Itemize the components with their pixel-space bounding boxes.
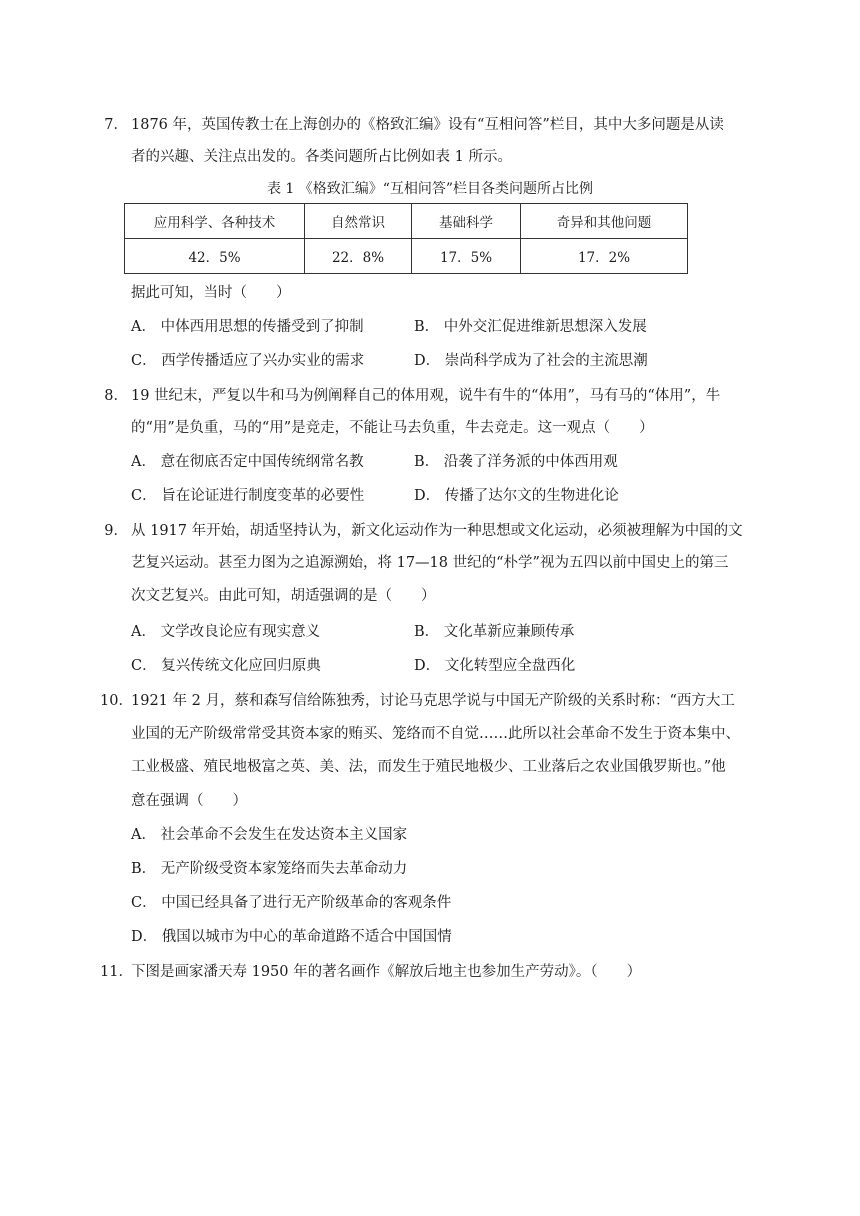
question-9-line-2: 艺复兴运动。甚至力图为之追源溯始，将 17—18 世纪的“朴学”视为五四以前中国史上的第三 xyxy=(131,555,729,571)
question-10-line-3: 工业极盛、殖民地极富之英、美、法，而发生于殖民地极少、工业落后之农业国俄罗斯也。”他 xyxy=(131,759,726,775)
question-8-line-1: 19 世纪末，严复以牛和马为例阐释自己的体用观，说牛有牛的“体用”，马有马的“体用”，牛 xyxy=(131,388,721,404)
question-9-number: 9． xyxy=(104,523,128,539)
question-9-option-d[interactable]: D． 文化转型应全盘西化 xyxy=(414,658,576,674)
question-9-line-3: 次文艺复兴。由此可知，胡适强调的是（ ） xyxy=(131,588,436,604)
table-header-row xyxy=(125,204,688,239)
table-header-cell: 基础科学 xyxy=(412,204,521,239)
table-1 xyxy=(124,203,688,274)
question-11-line-1: 下图是画家潘天寿 1950 年的著名画作《解放后地主也参加生产劳动》。（ ） xyxy=(131,964,642,980)
question-7-option-a[interactable]: A． 中体西用思想的传播受到了抑制 xyxy=(131,319,364,335)
question-8-option-c[interactable]: C． 旨在论证进行制度变革的必要性 xyxy=(131,488,365,504)
table-row xyxy=(125,239,688,274)
table-header-cell: 自然常识 xyxy=(305,204,412,239)
question-8-option-b[interactable]: B． 沿袭了洋务派的中体西用观 xyxy=(414,454,618,470)
question-7-option-c[interactable]: C． 西学传播适应了兴办实业的需求 xyxy=(131,353,365,369)
question-8-option-d[interactable]: D． 传播了达尔文的生物进化论 xyxy=(414,488,619,504)
question-10-line-1: 1921 年 2 月，蔡和森写信给陈独秀，讨论马克思学说与中国无产阶级的关系时称：“西方大工 xyxy=(131,693,735,709)
question-8-option-a[interactable]: A． 意在彻底否定中国传统纲常名教 xyxy=(131,454,364,470)
question-11-number: 11． xyxy=(100,964,133,980)
question-10-option-b[interactable]: B． 无产阶级受资本家笼络而失去革命动力 xyxy=(131,861,408,877)
question-10-option-c[interactable]: C． 中国已经具备了进行无产阶级革命的客观条件 xyxy=(131,895,452,911)
question-7-line-2: 者的兴趣、关注点出发的。各类问题所占比例如表 1 所示。 xyxy=(131,149,512,165)
question-7-line-1: 1876 年，英国传教士在上海创办的《格致汇编》设有“互相问答”栏目，其中大多问题是从读 xyxy=(131,117,724,133)
question-10-option-a[interactable]: A． 社会革命不会发生在发达资本主义国家 xyxy=(131,827,408,843)
question-9-option-a[interactable]: A． 文学改良论应有现实意义 xyxy=(131,624,321,640)
question-8-number: 8． xyxy=(104,388,128,404)
question-7-option-b[interactable]: B． 中外交汇促进维新思想深入发展 xyxy=(414,319,647,335)
question-7-number: 7． xyxy=(104,117,128,133)
question-10-line-2: 业国的无产阶级常常受其资本家的贿买、笼络而不自觉……此所以社会革命不发生于资本集中、 xyxy=(131,726,740,742)
table-cell: 17．2% xyxy=(521,239,688,274)
question-7-option-d[interactable]: D． 崇尚科学成为了社会的主流思潮 xyxy=(414,353,648,369)
question-9-option-c[interactable]: C． 复兴传统文化应回归原典 xyxy=(131,658,321,674)
question-9-line-1: 从 1917 年开始，胡适坚持认为，新文化运动作为一种思想或文化运动，必须被理解为中国的文 xyxy=(131,523,743,539)
question-10-line-4: 意在强调（ ） xyxy=(131,793,247,809)
question-10-option-d[interactable]: D． 俄国以城市为中心的革命道路不适合中国国情 xyxy=(131,929,452,945)
table-header-cell: 应用科学、各种技术 xyxy=(125,204,305,239)
question-9-option-b[interactable]: B． 文化革新应兼顾传承 xyxy=(414,624,575,640)
table-header-cell: 奇异和其他问题 xyxy=(521,204,688,239)
table-1-caption: 表 1 《格致汇编》“互相问答”栏目各类问题所占比例 xyxy=(266,181,594,197)
question-10-number: 10． xyxy=(100,693,133,709)
table-cell: 42．5% xyxy=(125,239,305,274)
question-7-stem: 据此可知，当时（ ） xyxy=(131,285,291,301)
table-cell: 17．5% xyxy=(412,239,521,274)
question-8-line-2: 的“用”是负重，马的“用”是竞走，不能让马去负重，牛去竞走。这一观点（ ） xyxy=(131,420,654,436)
table-cell: 22．8% xyxy=(305,239,412,274)
